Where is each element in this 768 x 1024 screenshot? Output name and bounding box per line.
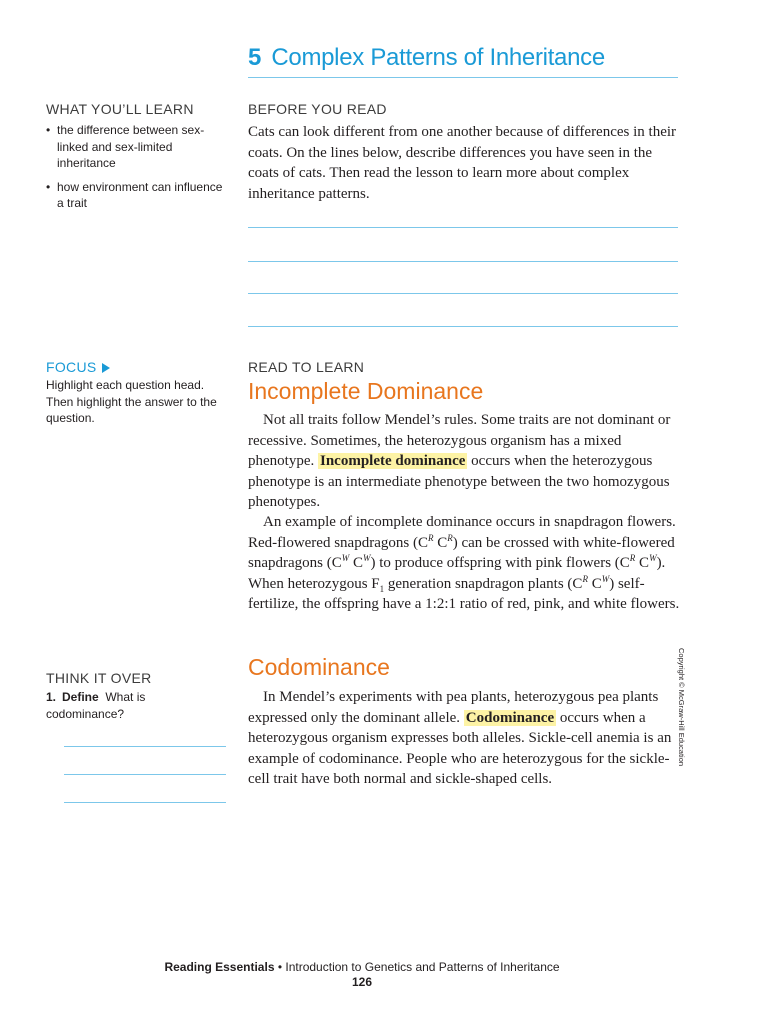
learn-item: • how environment can influence a trait (46, 179, 226, 212)
answer-line[interactable] (248, 261, 678, 262)
page-number: 126 (351, 975, 373, 989)
footer: Reading Essentials • Introduction to Genetics and Patterns of Inheritance (164, 960, 560, 974)
footer-subtitle: Introduction to Genetics and Patterns of Inheritance (285, 960, 560, 974)
answer-line[interactable] (248, 227, 678, 228)
chapter-title-text: Complex Patterns of Inheritance (271, 44, 605, 71)
question-keyword: Define (62, 690, 99, 704)
codominance-paragraph: In Mendel’s experiments with pea plants, heterozygous pea plants expressed only the dominant allele. Codominance occurs when a heterozygous organism expresses both alleles. Sickle-cell anemia is an example of codominance. People who are heterozygous for the sickle-cell trait have both normal and sickle-shaped cells. (248, 689, 672, 787)
footer-book-title: Reading Essentials (164, 960, 275, 974)
question-text: What is codominance? (46, 690, 146, 721)
answer-line[interactable] (64, 746, 226, 747)
focus-heading (46, 359, 110, 375)
focus-text: Highlight each question head. Then highlight the answer to the question. (46, 378, 217, 425)
answer-line[interactable] (64, 802, 226, 803)
learn-list (46, 122, 226, 219)
answer-line[interactable] (64, 774, 226, 775)
what-youll-learn-heading: WHAT YOU’LL LEARN (46, 101, 194, 117)
before-you-read-heading: BEFORE YOU READ (248, 101, 387, 117)
answer-line[interactable] (248, 293, 678, 294)
play-arrow-icon (102, 363, 110, 373)
chapter-title (248, 44, 678, 78)
copyright-notice: Copyright © McGraw-Hill Education (677, 648, 686, 767)
chapter-number: 5 (248, 44, 262, 71)
incomplete-dominance-title: Incomplete Dominance (248, 378, 484, 404)
answer-line[interactable] (248, 326, 678, 327)
question-number: 1. (46, 690, 57, 704)
learn-item: • the difference between sex-linked and sex-limited inheritance (46, 122, 226, 172)
incomplete-dominance-paragraph-2: An example of incomplete dominance occurs in snapdragon flowers. Red-flowered snapdragons ($C^R$ $C^R$) can be crossed with white-flowered snapdragons ($C^W$ $C^W$) to produce offspring with pink flowers ($C^R$ $C^W$). When heterozygous $F_1$ generation snapdragon plants ($C^R$ $C^W$) self-fertilize, the offspring have a 1:2:1 ratio of red, pink, and white flowers. (248, 514, 680, 612)
incomplete-dominance-paragraph-1: Not all traits follow Mendel’s rules. Some traits are not dominant or recessive. Sometimes, the heterozygous organism has a mixed phenotype. Incomplete dominance occurs when the heterozygous phenotype is an intermediate phenotype between the two homozygous phenotypes. (248, 412, 671, 510)
codominance-term: Codominance (465, 709, 555, 726)
read-to-learn-heading: READ TO LEARN (248, 359, 365, 375)
think-it-over-question (46, 689, 226, 722)
think-it-over-heading: THINK IT OVER (46, 670, 152, 686)
before-you-read-text: Cats can look different from one another because of differences in their coats. On the lines below, describe differences you have seen in the coats of cats. Then read the lesson to learn more about complex inheritance patterns. (248, 124, 677, 202)
codominance-title: Codominance (248, 654, 390, 680)
focus-heading-text: FOCUS (46, 359, 97, 375)
incomplete-dominance-term: Incomplete dominance (319, 453, 466, 469)
